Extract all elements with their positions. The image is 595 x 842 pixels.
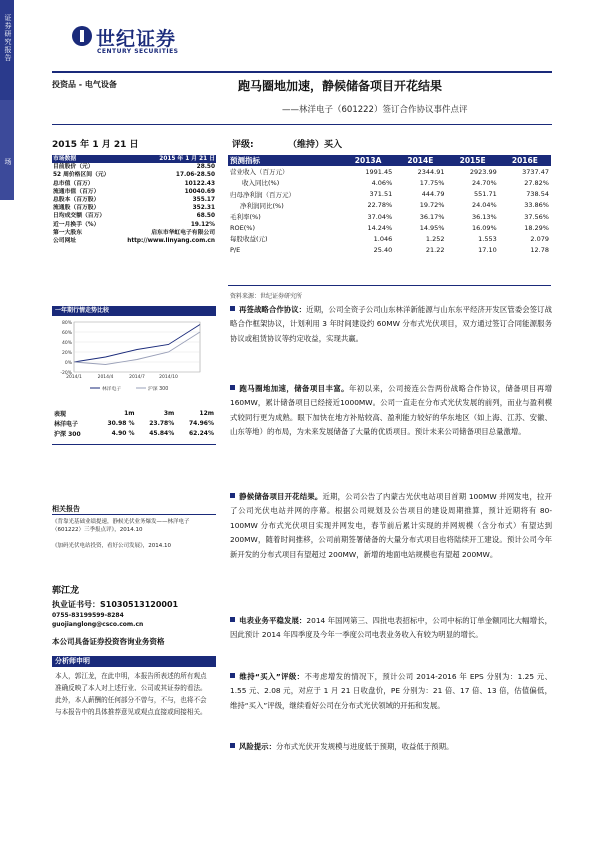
analyst-email: guojianglong@csco.com.cn <box>52 621 144 628</box>
price-chart <box>52 318 216 394</box>
forecast-value: 1.553 <box>478 234 497 243</box>
chart-y-tick: 40% <box>61 341 72 346</box>
bullet-heading: 再签战略合作协议： <box>239 305 307 314</box>
market-header-row <box>52 155 216 163</box>
bullet-text: 不考虑增发的情况下，预计公司 2014-2016 年 EPS 分别为：1.25 元、1.55 元、2.08 元，对应于 1 月 21 日收盘价，PE 分别为：21 倍、17 倍、13 倍，估值偏低，维持“买入”评级，继续看好公司在分布式光伏领域的开拓和发展。 <box>230 672 553 710</box>
market-row <box>52 180 216 188</box>
market-key: 第一大股东 <box>53 229 82 236</box>
related-rule <box>52 514 216 515</box>
chart-x-tick: 2014/4 <box>97 375 114 380</box>
forecast-header-year: 2016E <box>499 155 551 166</box>
bullet-cooperation <box>230 303 552 346</box>
forecast-value: 33.86% <box>524 201 549 210</box>
market-key: 流通股（百万股） <box>53 205 100 212</box>
performance-key: 林洋电子 <box>54 420 79 428</box>
related-reports-title: 相关报告 <box>52 505 80 513</box>
chart-plot-frame <box>74 322 200 372</box>
market-value: 10040.69 <box>184 188 215 195</box>
bullet-expansion <box>230 382 552 440</box>
market-key: 近一月换手（%） <box>53 221 100 228</box>
chart-y-tick: 0% <box>64 361 72 366</box>
performance-header-row <box>52 408 216 418</box>
forecast-value: 2344.91 <box>417 167 445 176</box>
chart-series-line <box>74 325 200 363</box>
performance-value: 4.90 % <box>111 429 135 437</box>
forecast-value: 1.046 <box>373 234 393 243</box>
forecast-key: 毛利率(%) <box>230 213 261 222</box>
bullet-square-icon <box>230 617 235 622</box>
forecast-row <box>228 245 551 256</box>
forecast-value: 551.71 <box>474 190 497 199</box>
forecast-value: 2.079 <box>530 234 549 243</box>
analyst-phone: 0755-83199599-8284 <box>52 612 124 619</box>
rating-label: 评级: <box>232 140 254 150</box>
chart-title: 一年期行情走势比较 <box>52 306 216 316</box>
forecast-key: 营业收入（百万元） <box>230 168 289 177</box>
chart-x-tick: 2014/1 <box>66 375 82 380</box>
performance-value: 30.98 % <box>107 419 135 427</box>
rating-value: （维持）买入 <box>288 140 343 150</box>
forecast-value: 27.82% <box>524 178 549 187</box>
related-report-item: 《加码光伏电站投资，看好公司发展》，2014.10 <box>52 543 171 549</box>
related-report-item: 《背靠光基础业绩提速，静候光伏业务爆发——林洋电子（601222）三季报点评》，2014.10 <box>52 519 190 533</box>
market-key: 总市值（百万） <box>53 180 94 187</box>
forecast-value: 37.04% <box>367 212 393 221</box>
forecast-row <box>228 200 551 211</box>
market-value: http://www.linyang.com.cn <box>127 238 215 245</box>
market-key: 目前股价（元） <box>53 164 94 171</box>
market-row <box>52 237 216 245</box>
forecast-header-row <box>228 155 551 166</box>
forecast-row <box>228 166 551 177</box>
forecast-table <box>228 155 551 256</box>
forecast-value: 24.04% <box>471 201 497 210</box>
declaration-title: 分析师申明 <box>52 656 216 667</box>
bullet-text: 2014 年国网第三、四批电表招标中，公司中标的订单金额同比大幅增长，因此预计 2014 年四季度及今年一季度公司电表业务收入有较为明显的增长。 <box>230 616 552 640</box>
forecast-value: 36.17% <box>419 212 445 221</box>
forecast-key: 收入同比(%) <box>242 179 280 188</box>
market-row <box>52 221 216 229</box>
chart-y-tick: 60% <box>61 331 72 336</box>
market-row <box>52 229 216 237</box>
industry-label: 投资品 - 电气设备 <box>52 80 117 89</box>
market-header-label: 市场数据 <box>52 155 117 163</box>
forecast-value: 36.13% <box>471 212 497 221</box>
market-value: 355.17 <box>192 197 215 204</box>
performance-header: 1m <box>124 409 135 417</box>
market-row <box>52 212 216 220</box>
report-subtitle: ——林洋电子（601222）签订合作协议事件点评 <box>282 105 468 115</box>
forecast-value: 2923.99 <box>469 167 497 176</box>
forecast-key: 每股收益(元) <box>230 235 268 244</box>
bullet-square-icon <box>230 306 235 311</box>
forecast-value: 14.24% <box>367 223 393 232</box>
forecast-value: 4.06% <box>371 178 393 187</box>
market-value: 启东市华虹电子有限公司 <box>151 229 215 236</box>
chart-y-tick: 80% <box>61 321 72 326</box>
bullet-text: 年初以来，公司接连公告两份战略合作协议，储备项目再增 160MW，累计储备项目已经接近1000MW。公司一直走在分布式光伏发展的前列，而业与盈利模式较同行更为成熟。眼下加快在地方补贴较高、盈利能力较好的华东地区（如上海、江苏、安徽、山东等地）的布局，为未来发展储备了大量的优质项目。预计未来公司储备项目总量激增。 <box>230 384 552 437</box>
bullet-square-icon <box>230 385 235 390</box>
market-row <box>52 196 216 204</box>
forecast-row <box>228 233 551 244</box>
logo-text: 世纪证券 <box>96 28 177 50</box>
forecast-value: 1991.45 <box>365 167 393 176</box>
bullet-heading: 风险提示： <box>239 742 276 751</box>
forecast-header-label: 预测指标 <box>228 155 342 166</box>
forecast-value: 1.252 <box>425 234 445 243</box>
bullet-risk <box>230 740 552 754</box>
forecast-value: 14.95% <box>419 223 445 232</box>
report-date: 2015 年 1 月 21 日 <box>52 140 139 150</box>
market-key: 公司网址 <box>53 238 77 245</box>
market-data-table <box>52 155 216 245</box>
forecast-value: 21.22 <box>425 246 445 255</box>
chart-y-tick: -20% <box>60 371 72 376</box>
side-band-bottom <box>0 100 22 200</box>
forecast-source: 资料来源：世纪证券研究所 <box>230 293 303 300</box>
performance-value: 62.24% <box>189 429 214 437</box>
performance-key: 沪深 300 <box>54 430 81 438</box>
forecast-value: 22.78% <box>367 201 393 210</box>
bullet-heading: 维持“买入”评级： <box>239 672 305 681</box>
declaration-text: 本人，郭江龙，在此申明，本报告所表述的所有观点准确反映了本人对上述行业、公司或其证券的看法。此外，本人薪酬的任何部分不曾与，不与，也将不会与本报告中的具体推荐意见或观点直接或间接相关。 <box>55 672 207 716</box>
forecast-header-year: 2015E <box>447 155 499 166</box>
market-row <box>52 204 216 212</box>
bullet-projects <box>230 490 552 562</box>
forecast-key: P/E <box>230 246 241 255</box>
performance-row <box>52 418 216 428</box>
performance-row <box>52 428 216 438</box>
forecast-rule <box>228 285 551 286</box>
market-key: 总股本（百万股） <box>53 197 100 204</box>
chart-x-tick: 2014/10 <box>159 375 178 380</box>
performance-table <box>52 408 216 438</box>
bullet-square-icon <box>230 493 235 498</box>
qualification-note: 本公司具备证券投资咨询业务资格 <box>52 637 165 646</box>
forecast-key: 净利润同比(%) <box>240 201 284 210</box>
bullet-rating <box>230 670 552 713</box>
forecast-value: 19.72% <box>419 201 445 210</box>
chart-legend-label: 沪深 300 <box>148 387 169 392</box>
report-title: 跑马圈地加速，静候储备项目开花结果 <box>238 79 443 93</box>
market-key: 日均成交额（百万） <box>53 213 106 220</box>
market-value: 352.31 <box>192 205 215 212</box>
bullet-square-icon <box>230 743 235 748</box>
market-key: 52 周价格区间（元） <box>53 172 110 179</box>
logo-icon <box>72 26 92 46</box>
market-key: 流通市值（百万） <box>53 188 100 195</box>
forecast-value: 444.79 <box>421 190 445 199</box>
bullet-meter <box>230 614 552 643</box>
forecast-key: 归母净利润（百万元） <box>230 190 295 199</box>
side-label-bottom: 中国A股市场 <box>4 158 22 196</box>
title-rule <box>52 124 552 125</box>
chart-x-tick: 2014/7 <box>129 375 145 380</box>
forecast-value: 3737.47 <box>522 167 549 176</box>
forecast-row <box>228 177 551 188</box>
forecast-value: 37.56% <box>524 212 549 221</box>
performance-value: 45.84% <box>149 429 175 437</box>
forecast-key: ROE(%) <box>230 223 255 232</box>
forecast-row <box>228 189 551 200</box>
performance-value: 74.96% <box>189 419 214 427</box>
forecast-row <box>228 211 551 222</box>
forecast-value: 738.54 <box>526 190 549 199</box>
bullet-heading: 电表业务平稳发展： <box>239 616 307 625</box>
market-header-date: 2015 年 1 月 21 日 <box>117 155 216 163</box>
forecast-row <box>228 222 551 233</box>
market-row <box>52 163 216 171</box>
forecast-value: 25.40 <box>373 246 393 255</box>
bullet-square-icon <box>230 673 235 678</box>
market-value: 19.12% <box>190 221 215 228</box>
chart-legend-label: 林洋电子 <box>102 387 122 392</box>
side-band-top <box>0 0 14 100</box>
market-value: 28.50 <box>196 164 215 171</box>
forecast-value: 12.78 <box>530 246 549 255</box>
analyst-cert: 执业证书号：S1030513120001 <box>52 600 179 609</box>
performance-value: 23.78% <box>149 419 175 427</box>
market-value: 10122.43 <box>184 180 215 187</box>
market-row <box>52 188 216 196</box>
forecast-header-year: 2013A <box>342 155 394 166</box>
chart-y-tick: 20% <box>61 351 72 356</box>
forecast-value: 371.51 <box>369 190 393 199</box>
performance-header: 表现 <box>54 410 67 418</box>
header-rule <box>52 71 552 73</box>
market-value: 68.50 <box>196 213 215 220</box>
logo-subtext: CENTURY SECURITIES <box>97 48 179 55</box>
analyst-name: 郭江龙 <box>52 586 80 596</box>
forecast-header-year: 2014E <box>394 155 446 166</box>
bullet-text: 近期，公司全资子公司山东林洋新能源与山东东平经济开发区管委会签订战略合作框架协议，计划利用 3 年时间建设约 60MW 分布式光伏项目，双方通过签订合同能源服务协议或租赁协议等约定收益，实现共赢。 <box>230 305 552 343</box>
performance-header: 3m <box>163 409 175 417</box>
performance-header: 12m <box>199 409 214 417</box>
bullet-text: 近期，公司公告了内蒙古光伏电站项目首期 100MW 并网发电，拉开了公司光伏电站并网的序幕。根据公司规划及公告项目的建设周期推算，预计近期将有 80-100MW 分布式光伏项目实现并网发电，春节前后累计实现的并网规模（含分布式）有望达到 200MW，随着时间推移，公司前期签署储备的大量分布式项目也将陆续开工建设。预计公司今年新开发的分布式项目有望超过 200MW，新增的地面电站规模也有望超 200MW。 <box>230 492 552 559</box>
forecast-value: 17.10 <box>478 246 497 255</box>
forecast-value: 16.09% <box>471 223 497 232</box>
forecast-value: 18.29% <box>524 223 549 232</box>
forecast-value: 24.70% <box>471 178 497 187</box>
bullet-heading: 静候储备项目开花结果。 <box>239 492 323 501</box>
market-value: 17.06-28.50 <box>175 172 215 179</box>
performance-rule <box>52 444 216 445</box>
bullet-text: 分布式光伏开发规模与进度低于预期，收益低于预期。 <box>275 742 454 751</box>
bullet-heading: 跑马圈地加速，储备项目丰富。 <box>239 384 349 393</box>
side-label-top: 证券研究报告 <box>4 14 12 62</box>
market-row <box>52 171 216 179</box>
forecast-value: 17.75% <box>419 178 445 187</box>
